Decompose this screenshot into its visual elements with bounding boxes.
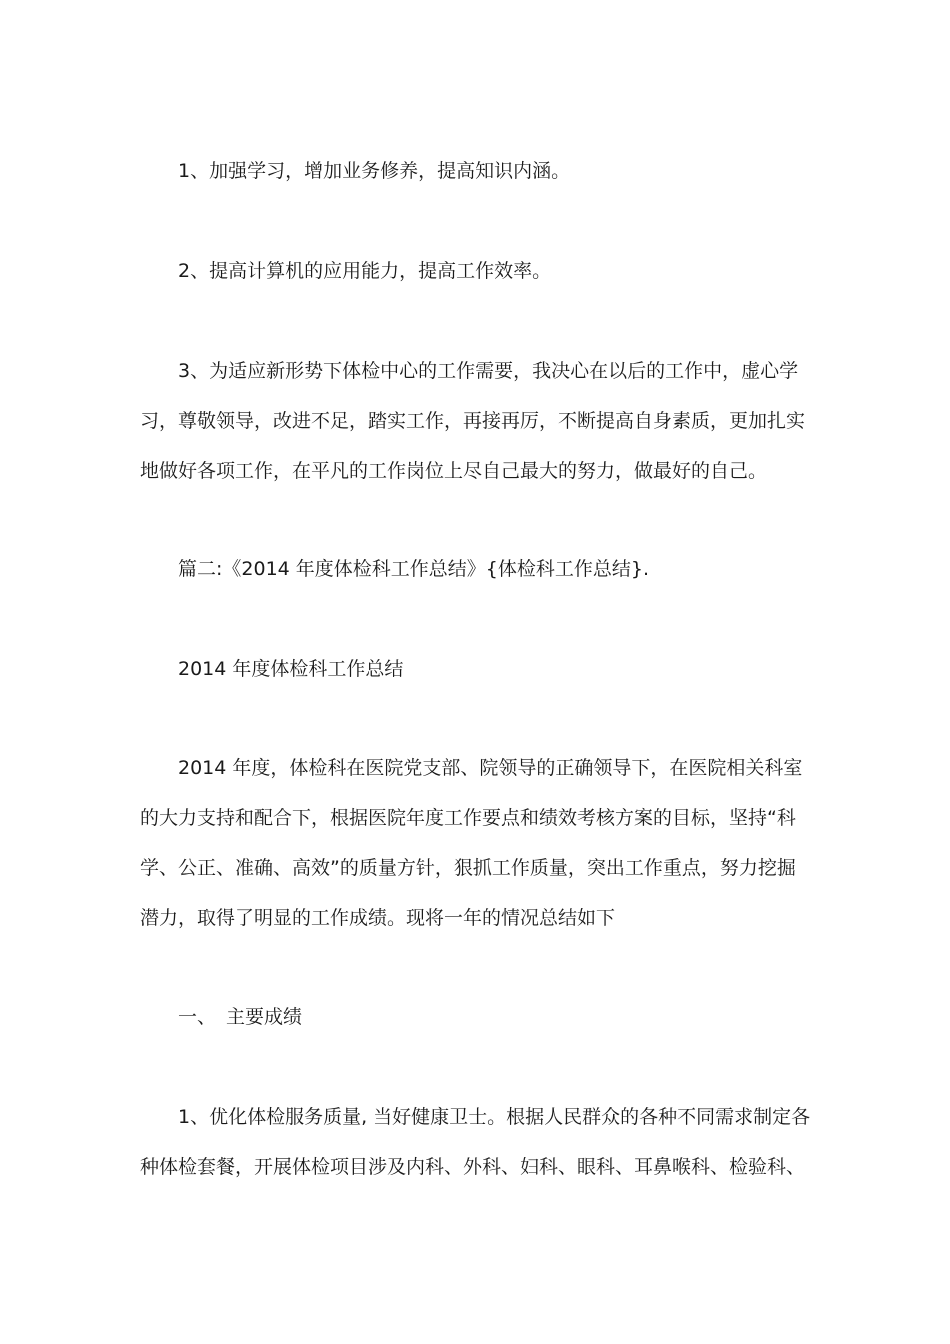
paragraph-line: 地做好各项工作，在平凡的工作岗位上尽自己最大的努力，做最好的自己。: [140, 460, 768, 482]
paragraph-line: 2014 年度，体检科在医院党支部、院领导的正确领导下，在医院相关科室: [178, 757, 803, 779]
document-heading: [140, 644, 812, 694]
paragraph-item-1: [140, 146, 812, 196]
paragraph-line: 2014 年度体检科工作总结: [178, 658, 404, 680]
section-title-part-two: [140, 544, 812, 594]
paragraph-achievement-1: [140, 1092, 812, 1192]
paragraph-line: 1、加强学习，增加业务修养，提高知识内涵。: [178, 160, 571, 182]
paragraph-item-3: [140, 346, 812, 496]
paragraph-item-2: [140, 246, 812, 296]
paragraph-line: 的大力支持和配合下，根据医院年度工作要点和绩效考核方案的目标，坚持“科: [140, 807, 796, 829]
paragraph-intro: [140, 743, 812, 943]
section-heading-text: 主要成绩: [226, 1006, 303, 1028]
paragraph-line: 1、优化体检服务质量, 当好健康卫士。根据人民群众的各种不同需求制定各: [178, 1106, 811, 1128]
paragraph-line: 3、为适应新形势下体检中心的工作需要，我决心在以后的工作中，虚心学: [178, 360, 799, 382]
section-number: 一、: [178, 1006, 217, 1028]
paragraph-line: 习，尊敬领导，改进不足，踏实工作，再接再厉，不断提高自身素质，更加扎实: [140, 410, 806, 432]
paragraph-line: 学、公正、准确、高效”的质量方针，狠抓工作质量，突出工作重点，努力挖掘: [140, 857, 796, 879]
paragraph-line: 潜力，取得了明显的工作成绩。现将一年的情况总结如下: [140, 907, 616, 929]
section-heading-main-achievements: [140, 992, 812, 1042]
paragraph-line: 篇二:《2014 年度体检科工作总结》{体检科工作总结}.: [178, 558, 650, 580]
paragraph-line: 2、提高计算机的应用能力，提高工作效率。: [178, 260, 552, 282]
paragraph-line: [140, 992, 812, 1042]
paragraph-line: 种体检套餐，开展体检项目涉及内科、外科、妇科、眼科、耳鼻喉科、检验科、: [140, 1156, 806, 1178]
